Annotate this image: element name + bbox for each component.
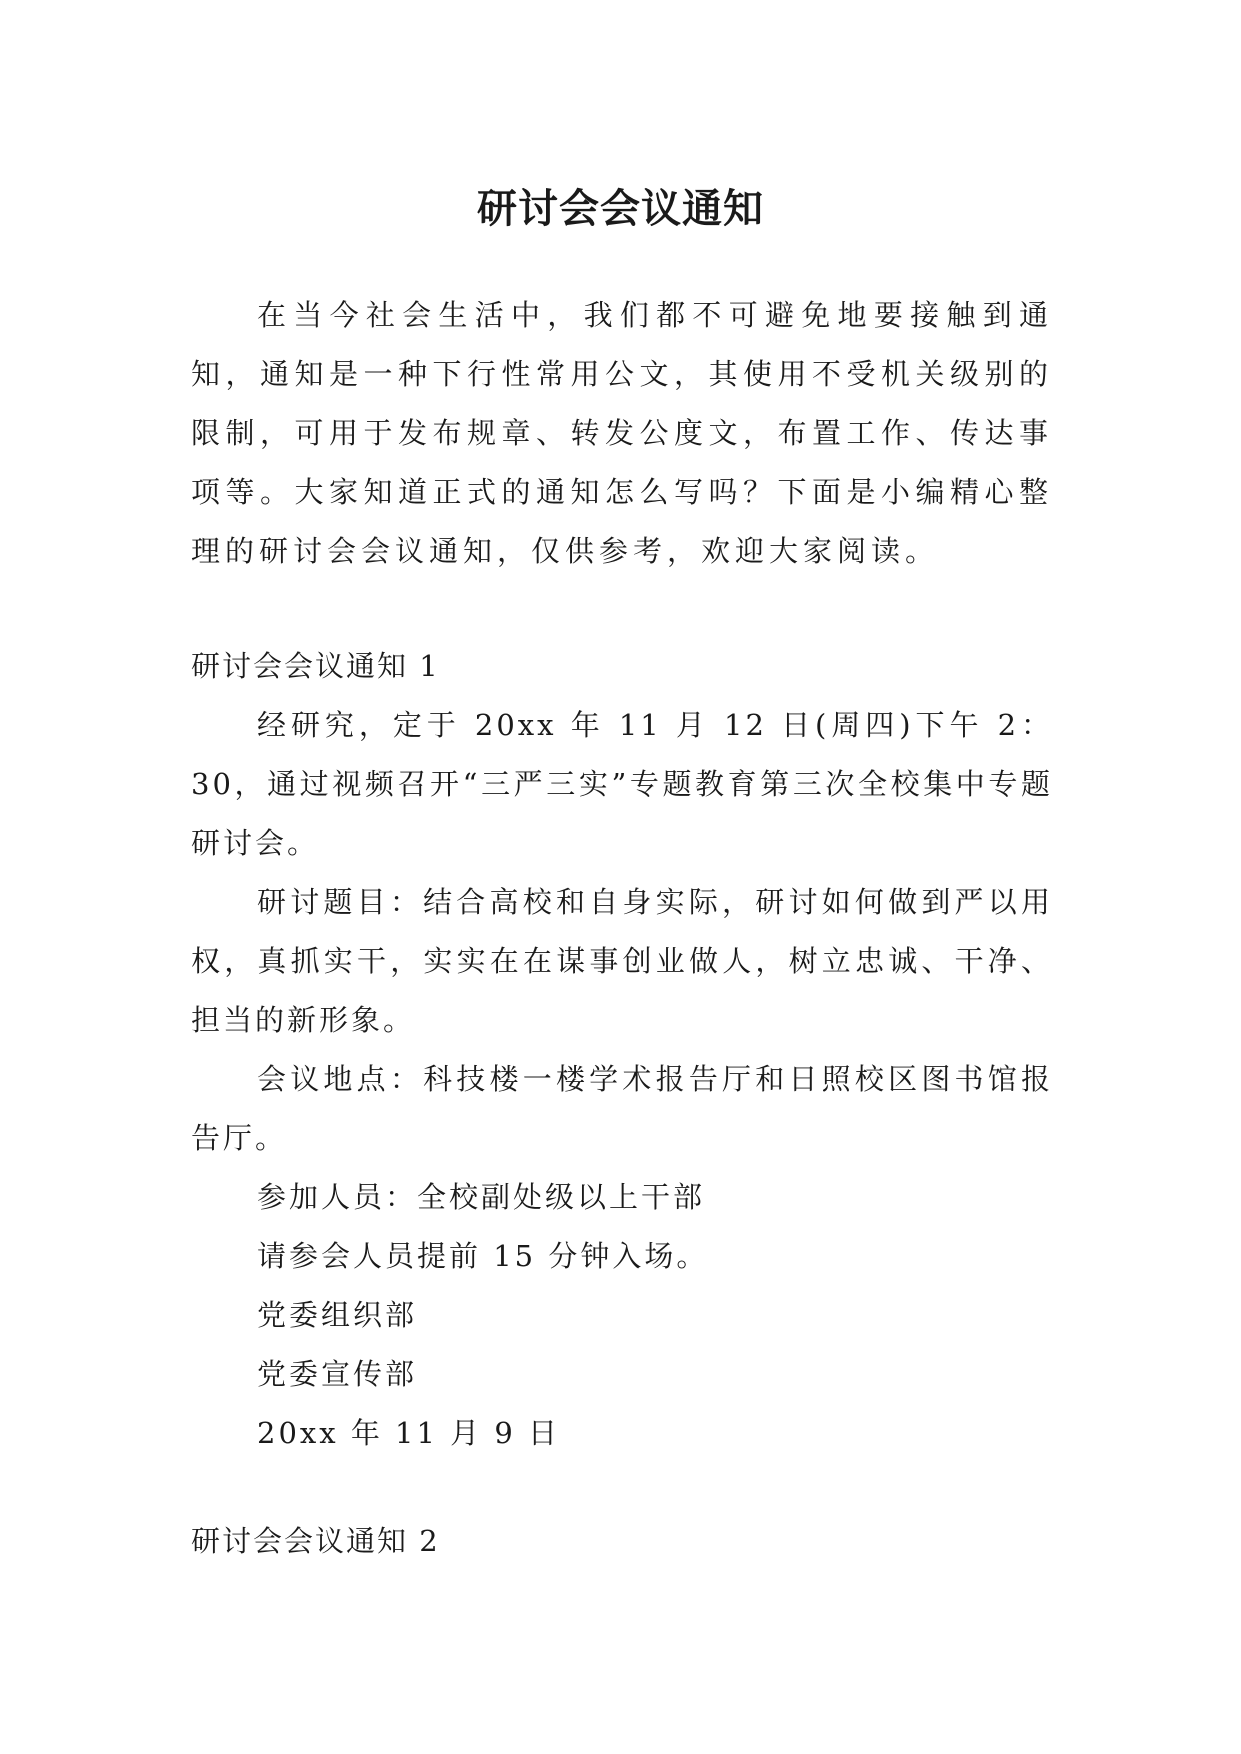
signer-organization-dept: 党委组织部	[257, 1298, 418, 1332]
section-1-heading: 研讨会会议通知 1	[191, 649, 440, 683]
attendees-line: 参加人员：全校副处级以上干部	[257, 1180, 706, 1214]
section-1-body	[191, 696, 1053, 1463]
document-title: 研讨会会议通知	[477, 184, 764, 232]
section-2-heading: 研讨会会议通知 2	[191, 1524, 440, 1558]
notice-date: 20xx 年 11 月 9 日	[257, 1416, 561, 1450]
meeting-time-paragraph: 经研究，定于 20xx 年 11 月 12 日(周四)下午 2：30，通过视频召开“三严三实”专题教育第三次全校集中专题研讨会。	[191, 708, 1053, 860]
signer-publicity-dept: 党委宣传部	[257, 1357, 418, 1391]
meeting-location-paragraph: 会议地点：科技楼一楼学术报告厅和日照校区图书馆报告厅。	[191, 1062, 1053, 1155]
meeting-topic-paragraph: 研讨题目：结合高校和自身实际，研讨如何做到严以用权，真抓实干，实实在在谋事创业做人，树立忠诚、干净、担当的新形象。	[191, 885, 1053, 1037]
intro-paragraph: 在当今社会生活中，我们都不可避免地要接触到通知，通知是一种下行性常用公文，其使用不受机关级别的限制，可用于发布规章、转发公度文，布置工作、传达事项等。大家知道正式的通知怎么写吗？下面是小编精心整理的研讨会会议通知，仅供参考，欢迎大家阅读。	[191, 298, 1053, 568]
arrival-note-line: 请参会人员提前 15 分钟入场。	[257, 1239, 709, 1273]
